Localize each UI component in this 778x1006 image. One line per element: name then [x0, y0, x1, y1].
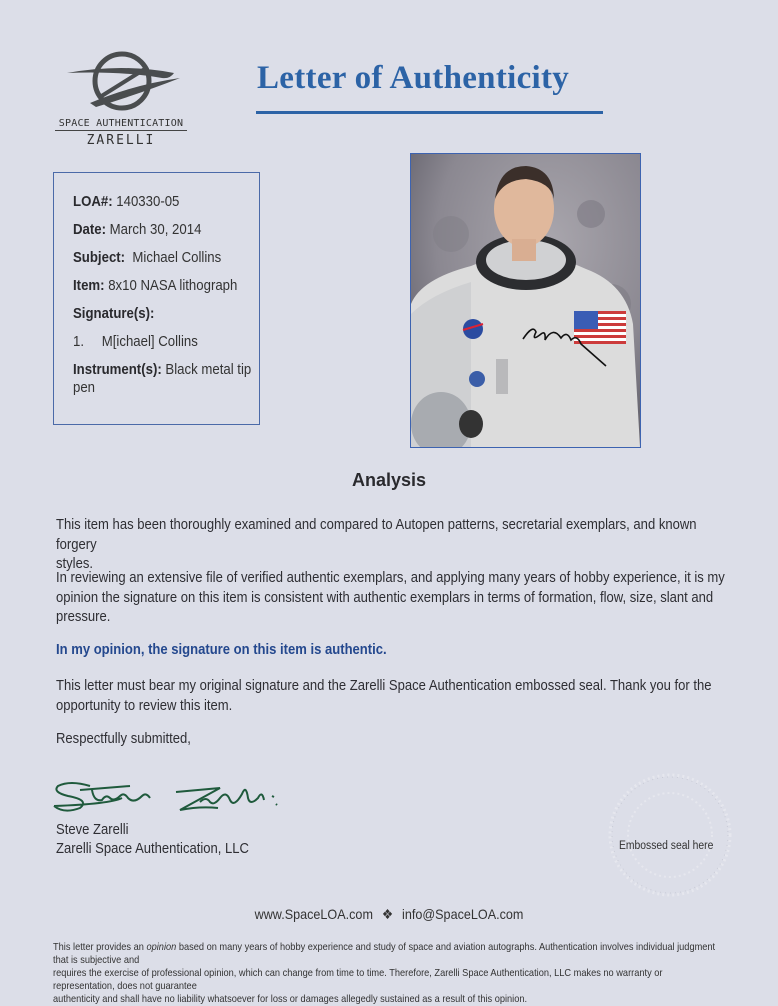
instrument-value-cont: pen — [73, 379, 96, 396]
disclaimer-line-1 — [53, 941, 722, 967]
analysis-heading: Analysis — [351, 470, 427, 490]
loa-label: LOA#: — [73, 193, 113, 210]
disclaimer-line-1-end: based on many years of hobby experience and study of space and aviation autographs. Authentication involves individual judgment that is subjective and — [53, 941, 716, 966]
disclaimer-line-1-start: This letter provides an — [53, 941, 147, 953]
orbit-logo-icon — [62, 45, 182, 117]
signer-name: Steve Zarelli — [56, 822, 129, 838]
title-underline — [256, 111, 603, 114]
loa-value: 140330-05 — [116, 193, 180, 210]
date-row — [73, 221, 201, 238]
instrument-row-cont — [73, 379, 95, 396]
diamond-separator-icon: ❖ — [381, 906, 394, 922]
instrument-value: Black metal tip — [165, 361, 252, 378]
signature-entry — [73, 333, 198, 350]
website-link[interactable]: www.SpaceLOA.com — [254, 906, 373, 922]
handwritten-signature — [50, 776, 350, 820]
item-label: Item: — [73, 277, 105, 294]
details-box — [53, 172, 260, 425]
embossed-seal-icon — [600, 765, 740, 905]
disclaimer-line-3: authenticity and shall have no liability whatsoever for loss or damages allegedly sustained as a result of this opinion. — [53, 993, 528, 1005]
disclaimer-line-2: requires the exercise of professional opinion, which can change from time to time. Therefore, Zarelli Space Authentication, LLC makes no warranty or representation, does not guarantee — [53, 967, 663, 992]
analysis-paragraph-1 — [56, 516, 740, 575]
instrument-row — [73, 361, 251, 378]
seal-label: Embossed seal here — [619, 840, 714, 852]
instrument-label: Instrument(s): — [73, 361, 162, 378]
loa-row — [73, 193, 179, 210]
legal-disclaimer — [53, 941, 722, 1006]
contact-line — [39, 906, 739, 923]
logo-text-space-authentication: SPACE AUTHENTICATION — [55, 118, 187, 131]
analysis-paragraph-2-line-3: pressure. — [56, 609, 111, 625]
analysis-paragraph-3-line-2: opportunity to review this item. — [56, 697, 233, 714]
analysis-paragraph-2 — [56, 569, 740, 628]
item-value: 8x10 NASA lithograph — [108, 277, 238, 294]
email-link[interactable]: info@SpaceLOA.com — [402, 906, 524, 922]
page-title: Letter of Authenticity — [257, 60, 570, 96]
signatures-row — [73, 305, 154, 322]
astronaut-portrait-image — [411, 154, 640, 447]
subject-label: Subject: — [73, 249, 126, 266]
date-label: Date: — [73, 221, 107, 238]
analysis-paragraph-3 — [56, 677, 740, 716]
disclaimer-emphasis: opinion — [146, 941, 177, 953]
signed-astronaut-photo — [410, 153, 641, 448]
analysis-paragraph-3-line-1: This letter must bear my original signature and the Zarelli Space Authentication embossed seal. Thank you for the — [56, 678, 712, 694]
signatures-label: Signature(s): — [73, 305, 155, 322]
salutation: Respectfully submitted, — [56, 731, 191, 747]
analysis-paragraph-2-line-2: opinion the signature on this item is consistent with authentic exemplars in terms of formation, flow, size, slant and — [56, 589, 714, 606]
analysis-paragraph-1-line-1: This item has been thoroughly examined and compared to Autopen patterns, secretarial exemplars, and known forgery — [56, 517, 697, 553]
date-value: March 30, 2014 — [109, 221, 202, 238]
authenticity-opinion: In my opinion, the signature on this item is authentic. — [56, 642, 387, 658]
item-row — [73, 277, 237, 294]
signature-name: M[ichael] Collins — [101, 333, 198, 350]
signature-number: 1. — [73, 333, 85, 350]
company-logo — [55, 45, 195, 155]
analysis-paragraph-2-line-1: In reviewing an extensive file of verified authentic exemplars, and applying many years of hobby experience, it is my — [56, 570, 725, 586]
analysis-paragraph-1-line-2: styles. — [56, 556, 93, 572]
subject-value: Michael Collins — [132, 249, 222, 266]
logo-text-zarelli: ZARELLI — [86, 133, 156, 148]
subject-row — [73, 249, 221, 266]
signer-company: Zarelli Space Authentication, LLC — [56, 841, 249, 857]
